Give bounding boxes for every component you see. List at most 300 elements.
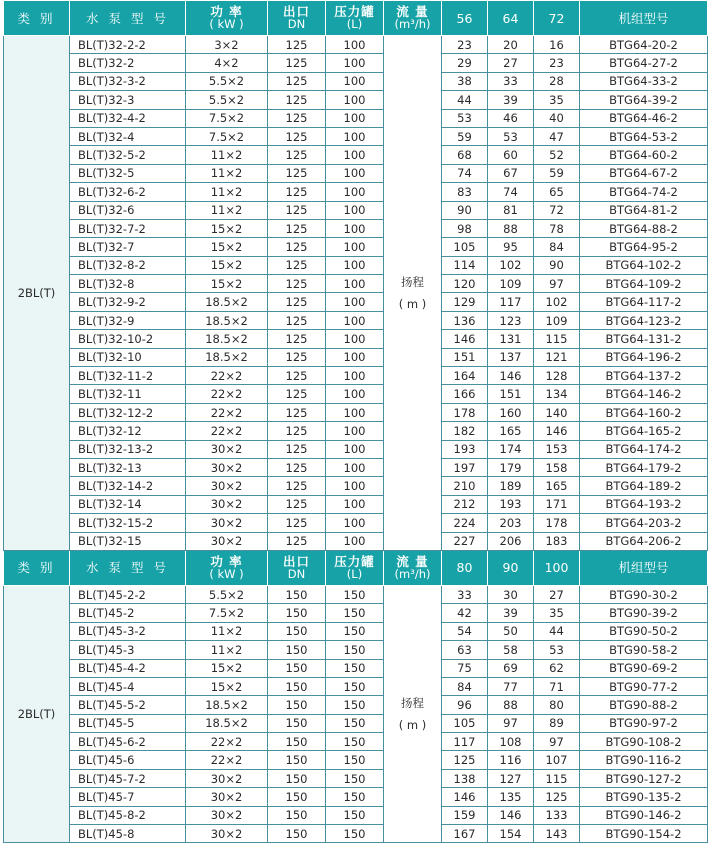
table-row: [4, 146, 708, 164]
power-cell: 11×2: [186, 641, 268, 659]
head-value-cell: 39: [488, 604, 534, 622]
header-power-title: 功 率: [210, 4, 243, 19]
outlet-dn-cell: 125: [268, 532, 326, 550]
head-value-cell: 127: [488, 769, 534, 787]
head-value-cell: 53: [488, 127, 534, 145]
tank-volume-cell: 150: [326, 751, 384, 769]
table-row: [4, 806, 708, 824]
pump-model-cell: BL(T)32-15: [70, 532, 186, 550]
outlet-dn-cell: 125: [268, 348, 326, 366]
pump-model-cell: BL(T)32-3: [70, 91, 186, 109]
head-value-cell: 146: [488, 806, 534, 824]
head-value-cell: 105: [442, 238, 488, 256]
head-value-cell: 179: [488, 458, 534, 476]
power-cell: 22×2: [186, 367, 268, 385]
power-cell: 30×2: [186, 495, 268, 513]
head-value-cell: 72: [534, 201, 580, 219]
tank-volume-cell: 150: [326, 659, 384, 677]
head-value-cell: 193: [488, 495, 534, 513]
unit-model-cell: BTG64-60-2: [580, 146, 708, 164]
header-flow-unit: (m³/h): [394, 17, 431, 31]
head-value-cell: 27: [488, 54, 534, 72]
head-value-cell: 33: [488, 72, 534, 90]
head-value-cell: 125: [442, 751, 488, 769]
head-value-cell: 146: [488, 367, 534, 385]
table-row: [4, 825, 708, 843]
power-cell: 15×2: [186, 256, 268, 274]
unit-model-cell: BTG64-137-2: [580, 367, 708, 385]
header-unit-model: 机组型号: [580, 1, 708, 36]
pump-model-cell: BL(T)45-3-2: [70, 622, 186, 640]
head-value-cell: 29: [442, 54, 488, 72]
unit-model-cell: BTG90-127-2: [580, 769, 708, 787]
head-value-cell: 88: [488, 219, 534, 237]
head-value-cell: 84: [534, 238, 580, 256]
head-value-cell: 159: [442, 806, 488, 824]
head-value-cell: 35: [534, 604, 580, 622]
tank-volume-cell: 100: [326, 219, 384, 237]
head-value-cell: 84: [442, 677, 488, 695]
head-value-cell: 78: [534, 219, 580, 237]
pump-model-cell: BL(T)32-10-2: [70, 330, 186, 348]
table-row: [4, 275, 708, 293]
pump-model-cell: BL(T)45-3: [70, 641, 186, 659]
power-cell: 5.5×2: [186, 91, 268, 109]
head-value-cell: 71: [534, 677, 580, 695]
outlet-dn-cell: 125: [268, 72, 326, 90]
table-row: [4, 72, 708, 90]
outlet-dn-cell: 125: [268, 385, 326, 403]
pump-model-cell: BL(T)45-8: [70, 825, 186, 843]
power-cell: 18.5×2: [186, 348, 268, 366]
table-row: [4, 604, 708, 622]
category-cell: 2BL(T): [4, 585, 70, 842]
head-value-cell: 27: [534, 585, 580, 603]
header-outlet-unit: DN: [287, 566, 306, 581]
table-row: [4, 622, 708, 640]
head-value-cell: 151: [488, 385, 534, 403]
unit-model-cell: BTG64-189-2: [580, 477, 708, 495]
table-row: [4, 696, 708, 714]
table-row: [4, 477, 708, 495]
outlet-dn-cell: 150: [268, 641, 326, 659]
power-cell: 30×2: [186, 769, 268, 787]
table-row: [4, 293, 708, 311]
outlet-dn-cell: 150: [268, 733, 326, 751]
pump-model-cell: BL(T)32-8: [70, 275, 186, 293]
tank-volume-cell: 100: [326, 311, 384, 329]
unit-model-cell: BTG64-88-2: [580, 219, 708, 237]
tank-volume-cell: 100: [326, 183, 384, 201]
head-value-cell: 120: [442, 275, 488, 293]
pump-model-cell: BL(T)32-13: [70, 458, 186, 476]
table-row: [4, 385, 708, 403]
outlet-dn-cell: 125: [268, 91, 326, 109]
table-row: [4, 585, 708, 603]
outlet-dn-cell: 125: [268, 403, 326, 421]
table-row: [4, 330, 708, 348]
tank-volume-cell: 100: [326, 109, 384, 127]
outlet-dn-cell: 125: [268, 164, 326, 182]
head-value-cell: 98: [442, 219, 488, 237]
pump-model-cell: BL(T)45-4: [70, 677, 186, 695]
head-value-cell: 158: [534, 458, 580, 476]
power-cell: 11×2: [186, 201, 268, 219]
head-value-cell: 44: [534, 622, 580, 640]
unit-model-cell: BTG64-67-2: [580, 164, 708, 182]
unit-model-cell: BTG64-117-2: [580, 293, 708, 311]
unit-model-cell: BTG90-88-2: [580, 696, 708, 714]
tank-volume-cell: 150: [326, 622, 384, 640]
pump-model-cell: BL(T)45-7-2: [70, 769, 186, 787]
head-value-cell: 167: [442, 825, 488, 843]
head-value-cell: 53: [534, 641, 580, 659]
pump-model-cell: BL(T)45-6: [70, 751, 186, 769]
tank-volume-cell: 100: [326, 458, 384, 476]
header-power: [186, 1, 268, 36]
power-cell: 18.5×2: [186, 714, 268, 732]
header-power-unit: ( kW ): [209, 566, 244, 581]
unit-model-cell: BTG64-174-2: [580, 440, 708, 458]
head-value-cell: 38: [442, 72, 488, 90]
unit-model-cell: BTG64-95-2: [580, 238, 708, 256]
head-value-cell: 89: [534, 714, 580, 732]
power-cell: 30×2: [186, 788, 268, 806]
outlet-dn-cell: 125: [268, 109, 326, 127]
power-cell: 22×2: [186, 733, 268, 751]
header-tank-title: 压力罐: [334, 4, 375, 19]
head-value-cell: 203: [488, 514, 534, 532]
header-row: [4, 550, 708, 585]
outlet-dn-cell: 150: [268, 696, 326, 714]
head-value-cell: 146: [442, 788, 488, 806]
pump-model-cell: BL(T)32-3-2: [70, 72, 186, 90]
unit-model-cell: BTG64-39-2: [580, 91, 708, 109]
head-value-cell: 52: [534, 146, 580, 164]
head-value-cell: 28: [534, 72, 580, 90]
head-value-cell: 115: [534, 330, 580, 348]
head-value-cell: 90: [534, 256, 580, 274]
head-value-cell: 90: [442, 201, 488, 219]
head-value-cell: 197: [442, 458, 488, 476]
header-flow-point: 80: [442, 550, 488, 585]
pump-model-cell: BL(T)32-13-2: [70, 440, 186, 458]
pump-model-cell: BL(T)32-6: [70, 201, 186, 219]
tank-volume-cell: 100: [326, 330, 384, 348]
unit-model-cell: BTG90-135-2: [580, 788, 708, 806]
spec-table-container: [3, 0, 707, 843]
tank-volume-cell: 100: [326, 256, 384, 274]
header-flow-title: 流 量: [396, 4, 429, 19]
tank-volume-cell: 100: [326, 440, 384, 458]
outlet-dn-cell: 125: [268, 146, 326, 164]
head-value-cell: 131: [488, 330, 534, 348]
pump-model-cell: BL(T)32-15-2: [70, 514, 186, 532]
unit-model-cell: BTG64-203-2: [580, 514, 708, 532]
outlet-dn-cell: 125: [268, 219, 326, 237]
head-value-cell: 140: [534, 403, 580, 421]
unit-model-cell: BTG90-30-2: [580, 585, 708, 603]
head-value-cell: 125: [534, 788, 580, 806]
outlet-dn-cell: 125: [268, 422, 326, 440]
table-row: [4, 751, 708, 769]
header-power-unit: ( kW ): [209, 17, 244, 31]
outlet-dn-cell: 150: [268, 604, 326, 622]
head-value-cell: 42: [442, 604, 488, 622]
header-flow-point: 56: [442, 1, 488, 36]
header-flow-title: 流 量: [396, 553, 429, 569]
tank-volume-cell: 100: [326, 348, 384, 366]
head-value-cell: 105: [442, 714, 488, 732]
outlet-dn-cell: 125: [268, 183, 326, 201]
power-cell: 5.5×2: [186, 72, 268, 90]
head-value-cell: 116: [488, 751, 534, 769]
tank-volume-cell: 100: [326, 367, 384, 385]
table-row: [4, 495, 708, 513]
header-row: [4, 1, 708, 36]
head-value-cell: 206: [488, 532, 534, 550]
tank-volume-cell: 150: [326, 604, 384, 622]
tank-volume-cell: 100: [326, 275, 384, 293]
header-flow: [384, 550, 442, 585]
head-value-cell: 97: [534, 275, 580, 293]
outlet-dn-cell: 150: [268, 825, 326, 843]
head-value-cell: 102: [534, 293, 580, 311]
unit-model-cell: BTG90-154-2: [580, 825, 708, 843]
head-label-cell: [384, 585, 442, 842]
pump-model-cell: BL(T)32-11: [70, 385, 186, 403]
outlet-dn-cell: 125: [268, 330, 326, 348]
header-outlet-unit: DN: [287, 17, 306, 31]
head-value-cell: 67: [488, 164, 534, 182]
header-category: 类 别: [4, 550, 70, 585]
header-unit-model: 机组型号: [580, 550, 708, 585]
head-value-cell: 60: [488, 146, 534, 164]
tank-volume-cell: 100: [326, 36, 384, 54]
head-value-cell: 58: [488, 641, 534, 659]
outlet-dn-cell: 125: [268, 36, 326, 54]
tank-volume-cell: 100: [326, 54, 384, 72]
header-flow-point: 64: [488, 1, 534, 36]
table-row: [4, 659, 708, 677]
head-value-cell: 80: [534, 696, 580, 714]
unit-model-cell: BTG64-53-2: [580, 127, 708, 145]
outlet-dn-cell: 150: [268, 677, 326, 695]
power-cell: 18.5×2: [186, 696, 268, 714]
power-cell: 18.5×2: [186, 293, 268, 311]
table-row: [4, 788, 708, 806]
head-value-cell: 128: [534, 367, 580, 385]
head-value-cell: 182: [442, 422, 488, 440]
header-flow-point: 72: [534, 1, 580, 36]
pump-model-cell: BL(T)32-8-2: [70, 256, 186, 274]
tank-volume-cell: 100: [326, 422, 384, 440]
table-row: [4, 54, 708, 72]
power-cell: 11×2: [186, 146, 268, 164]
head-value-cell: 44: [442, 91, 488, 109]
head-value-cell: 63: [442, 641, 488, 659]
head-value-cell: 68: [442, 146, 488, 164]
tank-volume-cell: 100: [326, 477, 384, 495]
head-value-cell: 178: [442, 403, 488, 421]
head-label: 扬程: [401, 696, 424, 711]
head-value-cell: 134: [534, 385, 580, 403]
head-value-cell: 165: [534, 477, 580, 495]
head-value-cell: 193: [442, 440, 488, 458]
head-value-cell: 178: [534, 514, 580, 532]
head-value-cell: 151: [442, 348, 488, 366]
unit-model-cell: BTG64-179-2: [580, 458, 708, 476]
unit-model-cell: BTG64-102-2: [580, 256, 708, 274]
header-outlet: [268, 550, 326, 585]
power-cell: 5.5×2: [186, 585, 268, 603]
unit-model-cell: BTG64-131-2: [580, 330, 708, 348]
tank-volume-cell: 100: [326, 164, 384, 182]
table-row: [4, 367, 708, 385]
header-flow: [384, 1, 442, 36]
power-cell: 30×2: [186, 532, 268, 550]
power-cell: 15×2: [186, 659, 268, 677]
pump-model-cell: BL(T)32-4-2: [70, 109, 186, 127]
pump-model-cell: BL(T)32-11-2: [70, 367, 186, 385]
tank-volume-cell: 100: [326, 532, 384, 550]
head-value-cell: 97: [534, 733, 580, 751]
head-value-cell: 121: [534, 348, 580, 366]
table-row: [4, 458, 708, 476]
head-value-cell: 224: [442, 514, 488, 532]
pump-model-cell: BL(T)45-5-2: [70, 696, 186, 714]
unit-model-cell: BTG90-97-2: [580, 714, 708, 732]
table-row: [4, 769, 708, 787]
table-row: [4, 219, 708, 237]
outlet-dn-cell: 125: [268, 495, 326, 513]
outlet-dn-cell: 125: [268, 256, 326, 274]
tank-volume-cell: 150: [326, 585, 384, 603]
unit-model-cell: BTG64-81-2: [580, 201, 708, 219]
power-cell: 11×2: [186, 622, 268, 640]
head-value-cell: 33: [442, 585, 488, 603]
head-value-cell: 74: [442, 164, 488, 182]
unit-model-cell: BTG64-33-2: [580, 72, 708, 90]
head-value-cell: 137: [488, 348, 534, 366]
pump-model-cell: BL(T)32-2: [70, 54, 186, 72]
outlet-dn-cell: 125: [268, 311, 326, 329]
head-label-cell: [384, 36, 442, 551]
head-unit: ( m ): [398, 718, 427, 733]
outlet-dn-cell: 125: [268, 54, 326, 72]
head-value-cell: 183: [534, 532, 580, 550]
table-row: [4, 403, 708, 421]
power-cell: 15×2: [186, 677, 268, 695]
head-value-cell: 138: [442, 769, 488, 787]
pump-model-cell: BL(T)45-4-2: [70, 659, 186, 677]
head-value-cell: 174: [488, 440, 534, 458]
head-value-cell: 20: [488, 36, 534, 54]
head-value-cell: 65: [534, 183, 580, 201]
head-value-cell: 117: [442, 733, 488, 751]
pump-model-cell: BL(T)32-7: [70, 238, 186, 256]
head-value-cell: 114: [442, 256, 488, 274]
head-value-cell: 115: [534, 769, 580, 787]
unit-model-cell: BTG64-74-2: [580, 183, 708, 201]
outlet-dn-cell: 125: [268, 477, 326, 495]
pump-model-cell: BL(T)32-2-2: [70, 36, 186, 54]
head-value-cell: 212: [442, 495, 488, 513]
unit-model-cell: BTG64-146-2: [580, 385, 708, 403]
outlet-dn-cell: 150: [268, 585, 326, 603]
table-row: [4, 91, 708, 109]
pump-model-cell: BL(T)32-7-2: [70, 219, 186, 237]
unit-model-cell: BTG90-146-2: [580, 806, 708, 824]
unit-model-cell: BTG90-77-2: [580, 677, 708, 695]
pump-model-cell: BL(T)45-7: [70, 788, 186, 806]
unit-model-cell: BTG64-20-2: [580, 36, 708, 54]
head-value-cell: 81: [488, 201, 534, 219]
unit-model-cell: BTG64-160-2: [580, 403, 708, 421]
header-flow-point: 100: [534, 550, 580, 585]
outlet-dn-cell: 150: [268, 751, 326, 769]
tank-volume-cell: 100: [326, 495, 384, 513]
power-cell: 30×2: [186, 825, 268, 843]
outlet-dn-cell: 150: [268, 788, 326, 806]
pump-model-cell: BL(T)32-14: [70, 495, 186, 513]
power-cell: 7.5×2: [186, 109, 268, 127]
head-unit: ( m ): [398, 296, 427, 311]
table-row: [4, 733, 708, 751]
table-row: [4, 677, 708, 695]
head-value-cell: 227: [442, 532, 488, 550]
unit-model-cell: BTG90-39-2: [580, 604, 708, 622]
head-value-cell: 171: [534, 495, 580, 513]
power-cell: 11×2: [186, 183, 268, 201]
unit-model-cell: BTG90-116-2: [580, 751, 708, 769]
table-row: [4, 201, 708, 219]
outlet-dn-cell: 150: [268, 622, 326, 640]
pump-model-cell: BL(T)45-5: [70, 714, 186, 732]
head-value-cell: 189: [488, 477, 534, 495]
table-row: [4, 109, 708, 127]
unit-model-cell: BTG64-46-2: [580, 109, 708, 127]
table-row: [4, 514, 708, 532]
header-outlet-title: 出口: [282, 4, 310, 19]
tank-volume-cell: 100: [326, 514, 384, 532]
pump-spec-table: [3, 0, 708, 843]
head-value-cell: 88: [488, 696, 534, 714]
outlet-dn-cell: 125: [268, 275, 326, 293]
table-row: [4, 532, 708, 550]
pump-model-cell: BL(T)32-4: [70, 127, 186, 145]
header-pump-model: 水 泵 型 号: [70, 550, 186, 585]
head-value-cell: 164: [442, 367, 488, 385]
unit-model-cell: BTG64-196-2: [580, 348, 708, 366]
power-cell: 30×2: [186, 477, 268, 495]
outlet-dn-cell: 125: [268, 201, 326, 219]
unit-model-cell: BTG90-58-2: [580, 641, 708, 659]
head-value-cell: 165: [488, 422, 534, 440]
header-flow-point: 90: [488, 550, 534, 585]
head-value-cell: 108: [488, 733, 534, 751]
head-value-cell: 69: [488, 659, 534, 677]
header-tank-title: 压力罐: [334, 553, 375, 569]
power-cell: 4×2: [186, 54, 268, 72]
unit-model-cell: BTG64-165-2: [580, 422, 708, 440]
pump-model-cell: BL(T)45-2: [70, 604, 186, 622]
pump-model-cell: BL(T)45-6-2: [70, 733, 186, 751]
unit-model-cell: BTG64-193-2: [580, 495, 708, 513]
category-cell: 2BL(T): [4, 36, 70, 551]
tank-volume-cell: 150: [326, 788, 384, 806]
unit-model-cell: BTG90-108-2: [580, 733, 708, 751]
